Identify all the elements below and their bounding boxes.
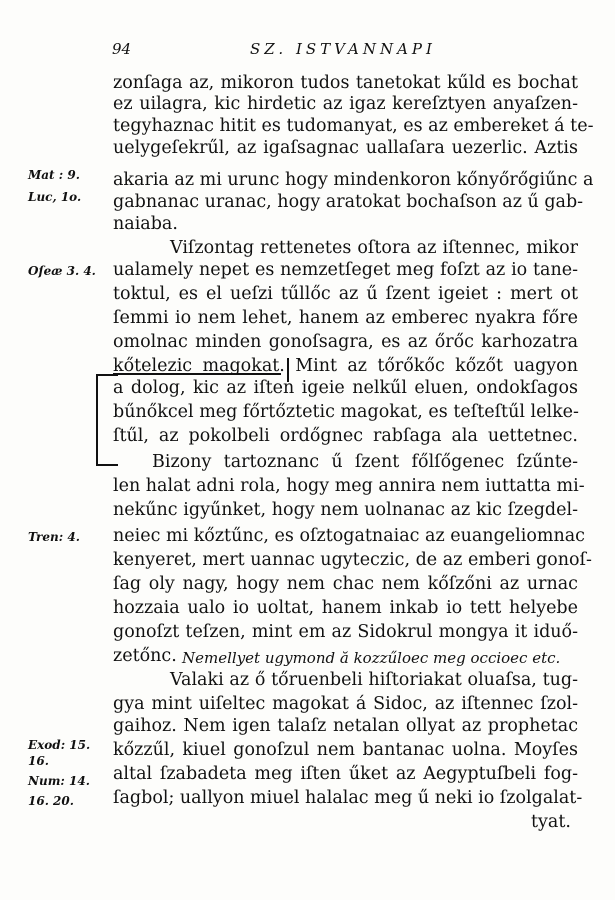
page-number: 94 bbox=[112, 40, 132, 58]
text-line: ſtűl, az pokolbeli ordőgnec rabſaga ala uettetnec. bbox=[113, 426, 578, 446]
text-line: gaihoz. Nem igen talaſz netalan ollyat az prophetac bbox=[113, 716, 578, 736]
text-line: kőzzűl, kiuel gonoſzul nem bantanac uolna. Moyſes bbox=[113, 740, 578, 760]
text-line: ualamely nepet es nemzetſeget meg foſzt az io tane- bbox=[113, 260, 578, 280]
margin-note-tren: Tren: 4. bbox=[28, 530, 80, 544]
text-line: kenyeret, mert uannac ugyteczic, de az emberi gonoſ- bbox=[113, 550, 592, 570]
text-line: bűnőkcel meg főrtőztetic magokat, es teſteſtűl lelke- bbox=[113, 402, 579, 422]
margin-note-osee: Oſeæ 3. 4. bbox=[28, 264, 96, 278]
text-line: Bizony tartoznanc ű ſzent főlſőgenec ſzűnte- bbox=[152, 452, 578, 472]
margin-note-num-cont: 16. 20. bbox=[28, 794, 74, 808]
text-line: kőtelezic magokat. Mint az tőrőkőc kőzőt uagyon bbox=[113, 356, 578, 376]
text-line: Viſzontag rettenetes oſtora az iſtennec, mikor bbox=[170, 238, 578, 258]
text-line: tegyhaznac hitit es tudomanyat, es az embereket á te- bbox=[113, 116, 594, 136]
text-line: len halat adni rola, hogy meg annira nem iuttatta mi- bbox=[113, 476, 585, 496]
text-line: naiaba. bbox=[113, 214, 178, 234]
text-line: nekűnc igyűnket, hogy nem uolnanac az kic ſzegdel- bbox=[113, 500, 578, 520]
text-line: ez uilagra, kic hirdetic az igaz kereſztyen anyaſzen- bbox=[113, 94, 578, 114]
text-line: a dolog, kic az iſten igeie nelkűl eluen, ondokſagos bbox=[113, 378, 578, 398]
page-header bbox=[0, 40, 615, 64]
margin-note-mat: Mat : 9. bbox=[28, 168, 80, 182]
text-line: altal ſzabadeta meg iſten űket az Aegyptuſbeli fog- bbox=[113, 764, 578, 784]
margin-note-exod-cont: 16. bbox=[28, 754, 49, 768]
inline-quote: Nemellyet ugymond ă kozzűlοec meg οcciοec etc. bbox=[182, 649, 561, 667]
text-line: akaria az mi urunc hogy mindenkoron kőnyőrőgiűnc a bbox=[113, 170, 594, 190]
text-line: zetőnc. bbox=[113, 646, 177, 666]
text-line: uelygeſekrűl, az igaſsagnac uallaſara uezerlic. Aztis bbox=[113, 138, 578, 158]
handwritten-underline bbox=[113, 373, 281, 375]
text-line: hozzaia ualo io uoltat, hanem inkab io tett helyebe bbox=[113, 598, 578, 618]
margin-note-num: Num: 14. bbox=[28, 774, 90, 788]
margin-note-luc: Luc, 1o. bbox=[28, 190, 82, 204]
handwritten-mark bbox=[287, 358, 289, 382]
running-title: SZ. ISTVANNAPI bbox=[250, 40, 436, 58]
text-line: toktul, es el ueſzi tűllőc az ű ſzent igeiet : mert ot bbox=[113, 284, 578, 304]
text-line: Valaki az ő tőruenbeli hiſtoriakat oluaſsa, tug- bbox=[170, 670, 578, 690]
text-line: ſagbol; uallyon miuel halalac meg ű neki io ſzolgalat- bbox=[113, 788, 583, 808]
text-line: gabnanac uranac, hogy aratokat bochaſson az ű gab- bbox=[113, 192, 584, 212]
text-line: neiec mi kőztűnc, es oſztogatnaiac az euangeliomnac bbox=[113, 526, 585, 546]
text-line: zonſaga az, mikoron tudos tanetokat kűld es bochat bbox=[113, 73, 578, 93]
text-line: ſemmi io nem lehet, hanem az emberec nyakra főre bbox=[113, 308, 578, 328]
text-line: omolnac minden gonoſsagra, es az őrőc karhozatra bbox=[113, 332, 578, 352]
text-line: ſag oly nagy, hogy nem chac nem kőſzőni az urnac bbox=[113, 574, 578, 594]
handwritten-bracket bbox=[96, 374, 118, 466]
text-line: gonoſzt teſzen, mint em az Sidokrul mongya it iduő- bbox=[113, 622, 578, 642]
text-line: gya mint uiſeltec magokat á Sidoc, az iſtennec ſzol- bbox=[113, 694, 578, 714]
catchword: tyat. bbox=[531, 812, 571, 832]
margin-note-exod: Exod: 15. bbox=[28, 738, 91, 752]
